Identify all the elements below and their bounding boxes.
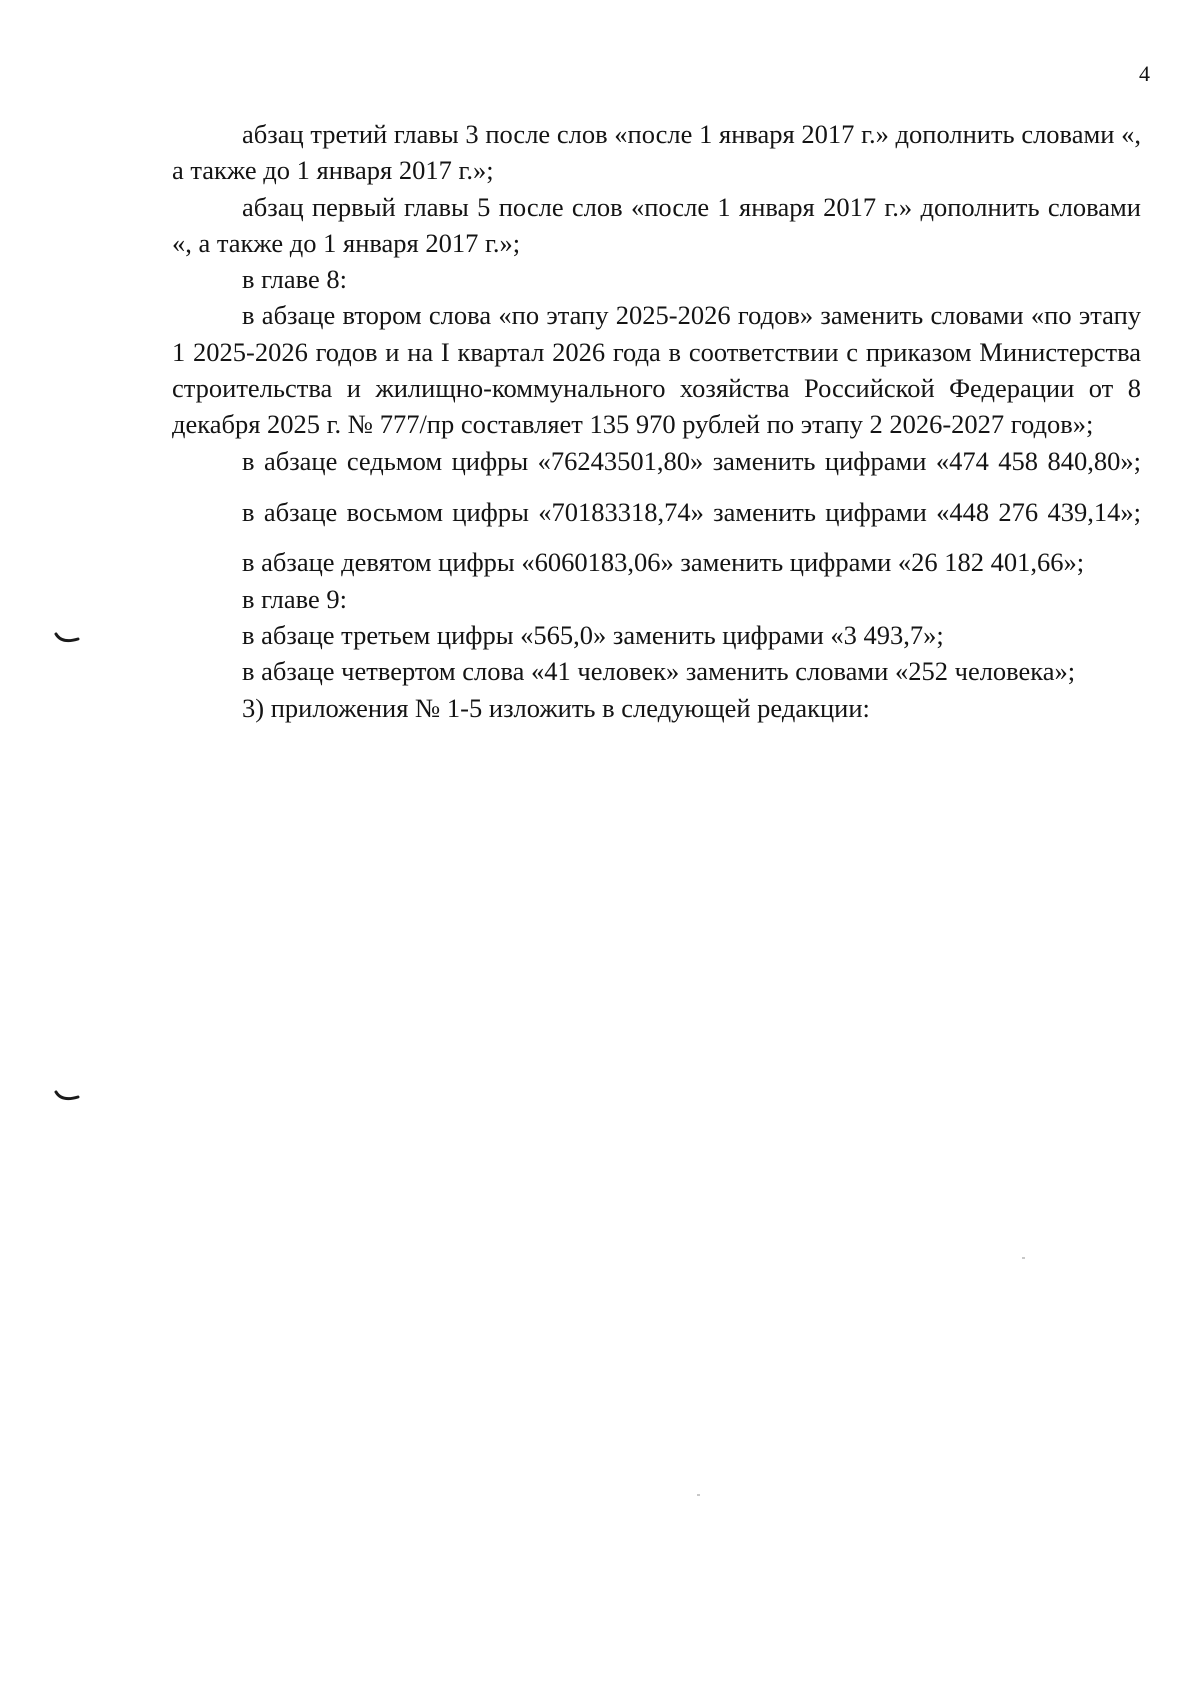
paragraph-chapter-8-ninth-abzac: в абзаце девятом цифры «6060183,06» заменить цифрами «26 182 401,66»; <box>242 547 1085 578</box>
margin-tick-mark-shape <box>54 632 80 644</box>
margin-tick-mark-shape <box>54 1090 80 1102</box>
paragraph-chapter-5-amendment: абзац первый главы 5 после слов «после 1 января 2017 г.» дополнить словами «, а также до 1 января 2017 г.»; <box>172 191 1141 258</box>
paragraph-spacer <box>172 479 1141 494</box>
margin-tick-mark <box>54 1090 80 1102</box>
paragraph-chapter-8-second-abzac: в абзаце втором слова «по этапу 2025-2026 годов» заменить словами «по этапу 1 2025-2026 годов и на I квартал 2026 года в соответствии с приказом Министерства строительства и жилищно-коммунального хозяйства Российской Федерации от 8 декабря 2025 г. № 777/пр составляет 135 970 рублей по этапу 2 2026-2027 годов»; <box>172 300 1141 440</box>
scan-speck <box>1022 1257 1025 1259</box>
page-number: 4 <box>1139 61 1150 86</box>
document-body <box>172 116 1141 726</box>
scan-speck <box>697 1494 700 1496</box>
paragraph-chapter-8-eighth-abzac: в абзаце восьмом цифры «70183318,74» заменить цифрами «448 276 439,14»; <box>242 496 1141 527</box>
paragraph-chapter-3-amendment: абзац третий главы 3 после слов «после 1 января 2017 г.» дополнить словами «, а также до 1 января 2017 г.»; <box>172 119 1141 186</box>
paragraph-chapter-8-heading: в главе 8: <box>242 264 348 295</box>
paragraph-spacer <box>172 530 1141 545</box>
paragraph-chapter-9-fourth-abzac: в абзаце четвертом слова «41 человек» заменить словами «252 человека»; <box>242 656 1076 687</box>
paragraph-appendices-statement: 3) приложения № 1-5 изложить в следующей редакции: <box>242 692 870 723</box>
paragraph-chapter-8-seventh-abzac: в абзаце седьмом цифры «76243501,80» заменить цифрами «474 458 840,80»; <box>242 445 1141 476</box>
paragraph-chapter-9-heading: в главе 9: <box>242 583 348 614</box>
paragraph-chapter-9-third-abzac: в абзаце третьем цифры «565,0» заменить цифрами «3 493,7»; <box>242 619 944 650</box>
margin-tick-mark <box>54 632 80 644</box>
